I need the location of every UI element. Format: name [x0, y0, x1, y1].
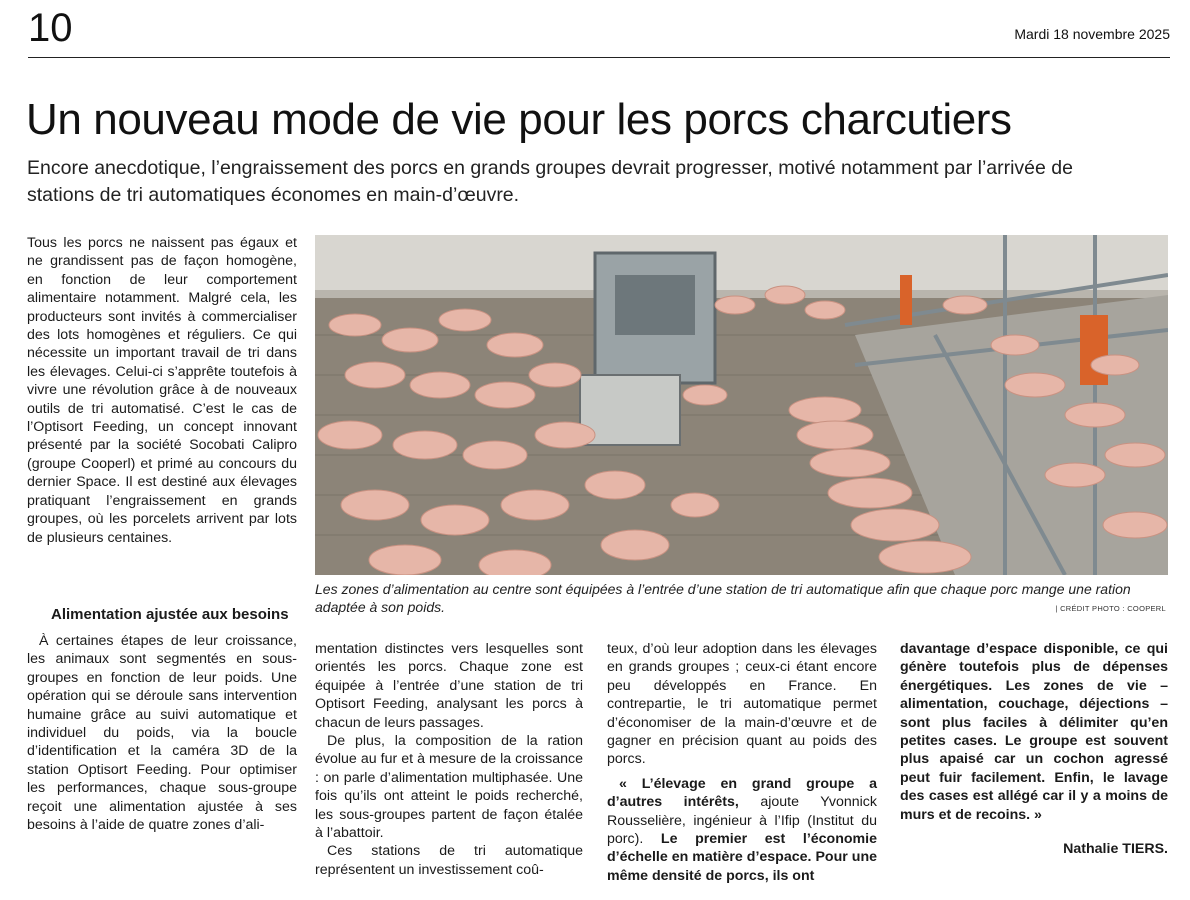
subhead: Alimentation ajustée aux besoins [51, 606, 289, 623]
quote-bold-text: Le premier est l’économie d’échelle en matière d’espace. Pour une même densité de porcs, ils ont [607, 831, 878, 884]
body-paragraph: De plus, la composition de la ration évolue au fur et à mesure de la croissance : on parle d’alimentation multiphasée. Une fois qu’ils ont atteint le poids recherché, les sous-groupes partent de façon étalée à l’abattoir. [315, 733, 583, 842]
quote-bold-text: « L’élevage en grand groupe a d’autres intérêts, [607, 775, 877, 811]
headline: Un nouveau mode de vie pour les porcs charcutiers [26, 95, 1012, 144]
pig-barn-photo [315, 235, 1168, 575]
intro-paragraph: Tous les porcs ne naissent pas égaux et ne grandissent pas de façon homogène, en fonction de leur comportement alimentaire notamment. Malgré cela, les producteurs sont invités à commercialiser des lots homogènes et réguliers. Ce qui nécessite un important travail de tri dans les élevages. Celui-ci s’apprête toutefois à vivre une révolution grâce à de nouveaux outils de tri automatisé. C’est le cas de l’Optisort Feeding, un concept innovant présenté par la société Socobati Calipro (groupe Cooperl) et primé au concours du dernier Space. Il est destiné aux élevages pratiquant l’engraissement en grands groupes, où les porcelets arrivent par lots de plusieurs centaines. [27, 235, 297, 546]
photo-credit: | CRÉDIT PHOTO : COOPERL [1055, 604, 1166, 613]
pig-barn-illustration [315, 235, 1168, 575]
body-paragraph: mentation distinctes vers lesquelles sont orientés les porcs. Chaque zone est équipée à l’entrée d’une station de tri Optisort Feeding, analysant les porcs à chacun de leurs passages. [315, 641, 583, 731]
issue-date: Mardi 18 novembre 2025 [1014, 26, 1170, 42]
header-rule [28, 57, 1170, 58]
column-3 [607, 640, 877, 885]
page-number: 10 [28, 6, 73, 50]
column-4 [900, 640, 1168, 858]
standfirst: Encore anecdotique, l’engraissement des porcs en grands groupes devrait progresser, motivé notamment par l’arrivée de stations de tri automatiques économes en main-d’œuvre. [27, 157, 1073, 206]
quote-continuation: davantage d’espace disponible, ce qui génère toutefois plus de dépenses énergétiques. Les zones de vie – alimentation, couchage, déjections – sont plus faciles à délimiter qu’en petites cases. Le groupe est souvent plus apaisé car un cochon agressé peut fuir facilement. Enfin, le lavage des cases est allégé car il y a moins de murs et de recoins. » [900, 641, 1168, 823]
body-paragraph: Ces stations de tri automatique représentent un investissement coû- [315, 843, 583, 878]
author-signature: Nathalie TIERS. [1063, 841, 1168, 858]
quote-attribution: ajoute Yvonnick Rousselière, ingénieur à l’Ifip (Institut du porc). [607, 794, 877, 848]
quote-paragraph [607, 775, 877, 885]
column-1 [27, 234, 297, 834]
body-paragraph: À certaines étapes de leur croissance, les animaux sont segmentés en sous-groupes en fonction de leur poids. Une opération qui se déroule sans intervention humaine grâce au suivi automatique et individuel du poids, via la boucle d’identification et la caméra 3D de la station Optisort Feeding. Pour optimiser les performances, chaque sous-groupe reçoit une alimentation ajustée à ses besoins à l’aide de quatre zones d’ali- [27, 633, 297, 834]
column-2 [315, 640, 583, 879]
photo-caption: Les zones d’alimentation au centre sont équipées à l’entrée d’une station de tri automatique afin que chaque porc mange une ration adaptée à son poids. [315, 581, 1131, 615]
body-paragraph: teux, d’où leur adoption dans les élevages en grands groupes ; ceux-ci étant encore peu développés en France. En contrepartie, le tri automatique permet d’économiser de la main-d’œuvre et de gagner en précision quant au poids des porcs. [607, 641, 877, 768]
